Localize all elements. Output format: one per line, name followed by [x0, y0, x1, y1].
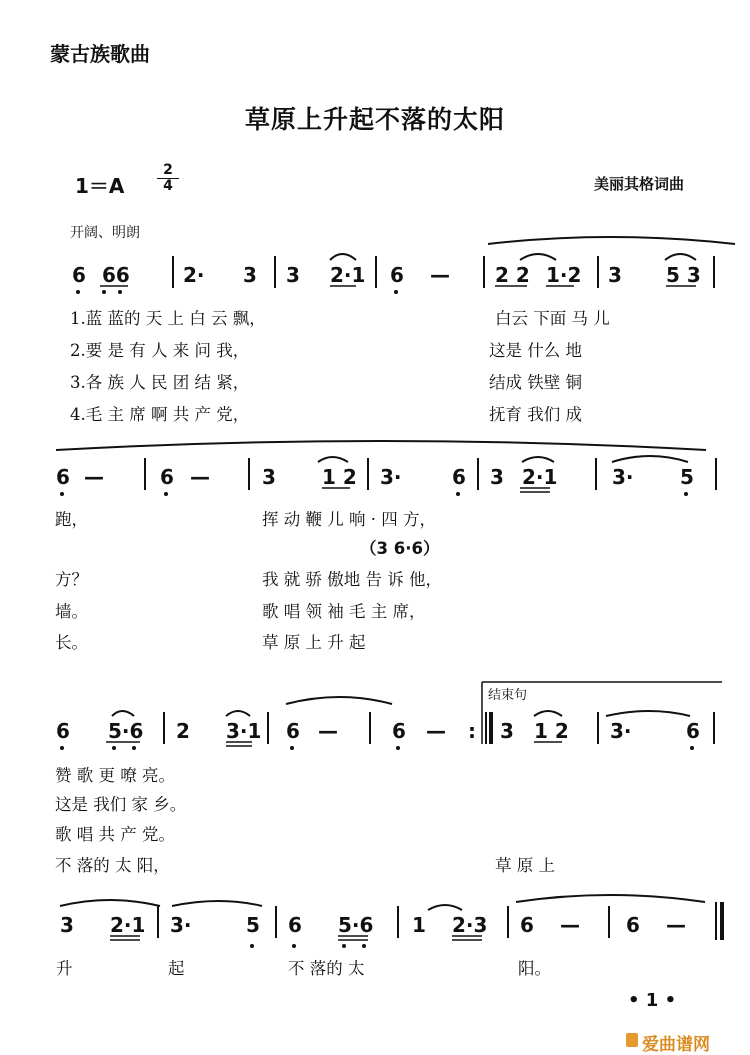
- lyric-verse4-a: 4.毛 主 席 啊 共 产 党，: [70, 405, 250, 424]
- svg-text:1 2: 1 2: [322, 465, 357, 489]
- lyric-s2-l3-b: 歌 唱 领 袖 毛 主 席，: [262, 602, 426, 621]
- lyric-verse3-b: 结成 铁壁 铜: [489, 373, 582, 392]
- svg-text:2·1: 2·1: [110, 913, 146, 937]
- svg-text:6: 6: [686, 719, 700, 743]
- svg-text:3: 3: [490, 465, 504, 489]
- lyric-s3-right: 草 原 上: [495, 856, 555, 875]
- composer-credits: 美丽其格词曲: [594, 175, 685, 193]
- svg-text:5·6: 5·6: [108, 719, 144, 743]
- lyric-s2-l2-b: 我 就 骄 傲地 告 诉 他，: [262, 570, 442, 589]
- svg-text:1 2: 1 2: [534, 719, 569, 743]
- lyric-verse4-b: 抚育 我们 成: [489, 405, 582, 424]
- svg-text:6: 6: [452, 465, 466, 489]
- svg-text:6: 6: [56, 719, 70, 743]
- lyric-s2-l2-a: 方？: [55, 570, 88, 589]
- svg-text:1: 1: [412, 913, 426, 937]
- watermark-text: 爱曲谱网: [642, 1035, 710, 1055]
- lyric-s4-c: 不 落的 太: [288, 959, 365, 978]
- svg-text:3: 3: [608, 263, 622, 287]
- lyric-verse2-b: 这是 什么 地: [489, 341, 582, 360]
- key-signature: 1＝A: [75, 174, 125, 198]
- svg-text:5: 5: [680, 465, 694, 489]
- song-category: 蒙古族歌曲: [50, 42, 150, 66]
- svg-text:3·: 3·: [380, 465, 402, 489]
- watermark-logo-icon: [626, 1033, 638, 1047]
- song-title: 草原上升起不落的太阳: [244, 105, 505, 134]
- svg-text:6: 6: [56, 465, 70, 489]
- svg-text:3: 3: [243, 263, 257, 287]
- lyric-verse2-a: 2.要 是 有 人 来 问 我，: [70, 341, 250, 360]
- lyric-s3-l3: 歌 唱 共 产 党。: [55, 825, 175, 844]
- svg-text:6: 6: [160, 465, 174, 489]
- svg-text:6: 6: [626, 913, 640, 937]
- svg-text:66: 66: [102, 263, 130, 287]
- svg-text:3·: 3·: [170, 913, 192, 937]
- svg-text:2: 2: [176, 719, 190, 743]
- svg-text:5·6: 5·6: [338, 913, 374, 937]
- lyric-s3-l2: 这是 我们 家 乡。: [55, 795, 187, 814]
- svg-text:2 2: 2 2: [495, 263, 530, 287]
- lyric-verse1-a: 1.蓝 蓝的 天 上 白 云 飘，: [70, 309, 266, 328]
- time-signature-top: 2: [163, 162, 173, 178]
- lyric-s4-a: 升: [56, 959, 73, 978]
- svg-text:1·2: 1·2: [546, 263, 582, 287]
- svg-text:3: 3: [60, 913, 74, 937]
- lyric-s2-l1-a: 跑，: [55, 510, 88, 529]
- svg-text:6: 6: [286, 719, 300, 743]
- lyric-verse1-b: 白云 下面 马 儿: [495, 309, 610, 328]
- tempo-marking: 开阔、明朗: [70, 225, 140, 241]
- lyric-s2-l3-a: 墙。: [55, 602, 88, 621]
- svg-text:2·: 2·: [183, 263, 205, 287]
- lyric-verse3-a: 3.各 族 人 民 团 结 紧，: [70, 373, 250, 392]
- svg-text:3: 3: [500, 719, 514, 743]
- svg-text:5 3: 5 3: [666, 263, 701, 287]
- svg-text:6: 6: [392, 719, 406, 743]
- svg-text:6: 6: [72, 263, 86, 287]
- svg-text:2·1: 2·1: [522, 465, 558, 489]
- lyric-s2-l1-b: 挥 动 鞭 儿 响 · 四 方，: [262, 510, 436, 529]
- time-signature-bottom: 4: [163, 178, 173, 194]
- svg-text:6: 6: [390, 263, 404, 287]
- svg-text:5: 5: [246, 913, 260, 937]
- svg-text:—: —: [318, 719, 338, 743]
- svg-text:6: 6: [288, 913, 302, 937]
- lyric-s2-l4-a: 长。: [55, 633, 88, 652]
- svg-text::: :: [468, 719, 476, 743]
- page-number: • 1 •: [628, 990, 677, 1011]
- svg-text:—: —: [666, 913, 686, 937]
- lyric-s2-alt-notes: （3 6·6）: [360, 539, 440, 558]
- svg-text:3: 3: [262, 465, 276, 489]
- lyric-s3-l4: 不 落的 太 阳，: [55, 856, 170, 875]
- svg-text:—: —: [560, 913, 580, 937]
- lyric-s4-b: 起: [168, 959, 185, 978]
- lyric-s4-d: 阳。: [518, 959, 551, 978]
- svg-text:3·1: 3·1: [226, 719, 262, 743]
- lyric-s2-l4-b: 草 原 上 升 起: [262, 633, 366, 652]
- svg-text:—: —: [190, 465, 210, 489]
- lyric-s3-l1: 赞 歌 更 嘹 亮。: [55, 766, 175, 785]
- svg-text:3: 3: [286, 263, 300, 287]
- svg-text:—: —: [426, 719, 446, 743]
- svg-text:6: 6: [520, 913, 534, 937]
- svg-text:2·1: 2·1: [330, 263, 366, 287]
- svg-text:3·: 3·: [612, 465, 634, 489]
- ending-label: 结束句: [488, 688, 528, 703]
- svg-text:2·3: 2·3: [452, 913, 488, 937]
- svg-text:—: —: [430, 263, 450, 287]
- svg-text:—: —: [84, 465, 104, 489]
- svg-text:3·: 3·: [610, 719, 632, 743]
